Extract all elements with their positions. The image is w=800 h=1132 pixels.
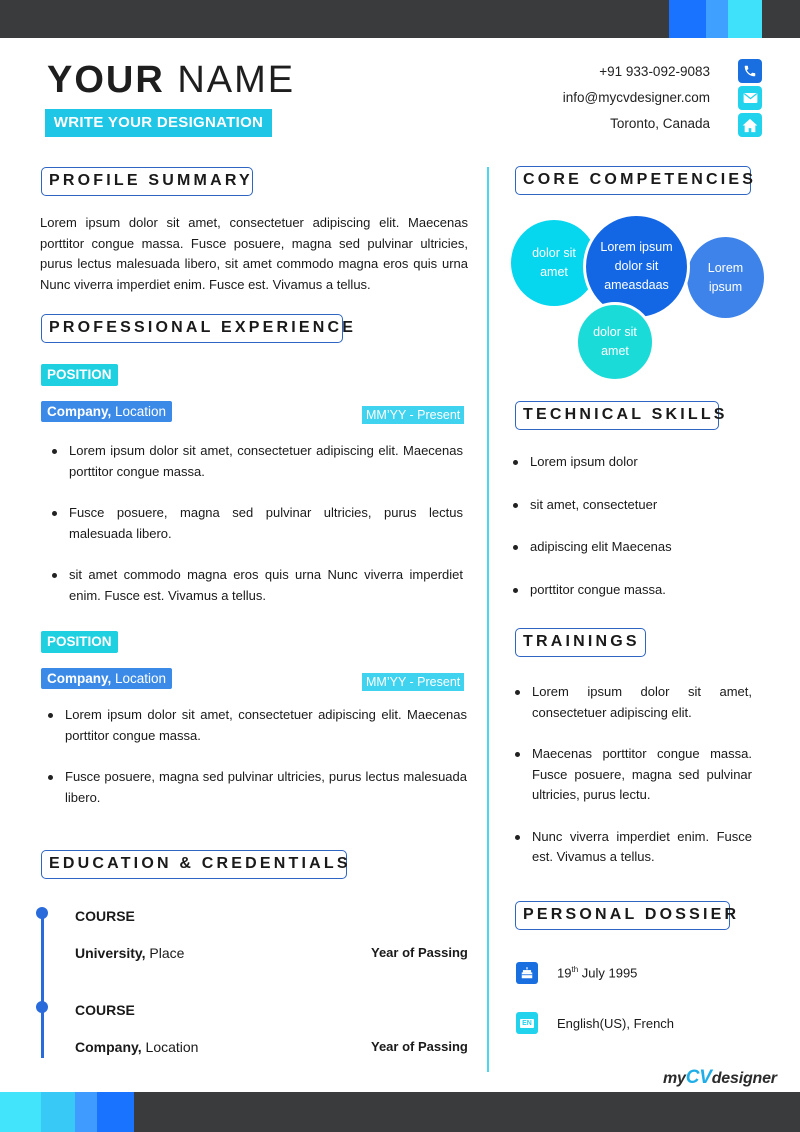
date-of-birth [557, 965, 637, 980]
trainings-list [532, 682, 752, 868]
top-bar-block [669, 0, 706, 38]
job-date: MM’YY - Present [362, 406, 464, 424]
phone-icon [738, 59, 762, 83]
list-item: Lorem ipsum dolor sit amet, consectetuer adipiscing elit. Maecenas porttitor congue massa. [69, 441, 463, 482]
competency-label: Lorem ipsum dolor sit ameasdaas [600, 240, 673, 292]
section-heading-education: EDUCATION & CREDENTIALS [41, 850, 347, 879]
name-last: NAME [177, 59, 296, 101]
list-item: sit amet, consectetuer [530, 495, 760, 516]
company-location: Location [111, 671, 167, 686]
education-year: Year of Passing [371, 945, 468, 960]
job-company [41, 401, 172, 422]
company-location: Location [111, 404, 167, 419]
education-institution [75, 1039, 198, 1055]
competency-label: dolor sit amet [593, 325, 637, 358]
mycvdesigner-logo [663, 1067, 777, 1089]
bottom-bar-block [75, 1092, 97, 1132]
education-course: COURSE [75, 1002, 135, 1018]
email-text: info@mycvdesigner.com [562, 90, 710, 105]
mail-icon [738, 86, 762, 110]
list-item: Fusce posuere, magna sed pulvinar ultricies, purus lectus malesuada libero. [65, 767, 467, 808]
top-bar-block [706, 0, 728, 38]
home-icon [738, 113, 762, 137]
bottom-bar-block [97, 1092, 134, 1132]
company-name: Company, [47, 404, 112, 419]
competency-label: Lorem ipsum [707, 260, 744, 294]
list-item: Lorem ipsum dolor sit amet, consectetuer adipiscing elit. [532, 682, 752, 723]
column-divider [487, 167, 489, 1072]
bottom-bar-block [0, 1092, 41, 1132]
education-course: COURSE [75, 908, 135, 924]
institution-place: Place [145, 945, 185, 961]
candidate-name [47, 60, 295, 100]
job-bullets [65, 705, 467, 808]
dob-day: 19 [557, 965, 572, 981]
list-item: Lorem ipsum dolor sit amet, consectetuer adipiscing elit. Maecenas porttitor congue massa. [65, 705, 467, 746]
section-heading-profile: PROFILE SUMMARY [41, 167, 253, 196]
job-position: POSITION [41, 364, 118, 386]
list-item: sit amet commodo magna eros quis urna Nunc viverra imperdiet enim. Fusce est. Vivamus a tellus. [69, 565, 463, 606]
list-item: Fusce posuere, magna sed pulvinar ultricies, purus lectus malesuada libero. [69, 503, 463, 544]
dob-rest: July 1995 [578, 965, 638, 981]
language-icon [516, 1012, 538, 1034]
list-item: Lorem ipsum dolor [530, 452, 760, 473]
language-icon-label: EN [522, 1019, 532, 1027]
timeline-dot [36, 907, 48, 919]
bottom-bar-block [41, 1092, 75, 1132]
location-text: Toronto, Canada [610, 116, 710, 131]
profile-summary-text: Lorem ipsum dolor sit amet, consectetuer adipiscing elit. Maecenas porttitor congue massa. Fusce posuere, magna sed pulvinar ultricies, purus lectus malesuada libero, sit amet commodo magna eros quis urna Nunc viverra imperdiet enim. Fusce est. Vivamus a tellus. [40, 215, 468, 292]
list-item: adipiscing elit Maecenas [530, 537, 760, 558]
name-first: YOUR [47, 59, 165, 101]
company-name: Company, [47, 671, 112, 686]
section-heading-trainings: TRAININGS [515, 628, 646, 657]
job-bullets [69, 441, 463, 606]
bottom-bar [0, 1092, 800, 1132]
institution-name: Company, [75, 1039, 142, 1055]
list-item: porttitor congue massa. [530, 580, 760, 601]
top-bar [0, 0, 800, 38]
education-year: Year of Passing [371, 1039, 468, 1054]
competency-label: dolor sit amet [532, 246, 576, 279]
section-heading-experience: PROFESSIONAL EXPERIENCE [41, 314, 343, 343]
timeline-dot [36, 1001, 48, 1013]
list-item: Nunc viverra imperdiet enim. Fusce est. Vivamus a tellus. [532, 827, 752, 868]
logo-pre: my [663, 1070, 686, 1087]
birthday-cake-icon [516, 962, 538, 984]
education-timeline [41, 913, 44, 1058]
competency-circle [684, 234, 767, 321]
section-heading-dossier: PERSONAL DOSSIER [515, 901, 730, 930]
institution-name: University, [75, 945, 146, 961]
logo-post: designer [711, 1070, 777, 1087]
job-position: POSITION [41, 631, 118, 653]
institution-place: Location [141, 1039, 199, 1055]
section-heading-competencies: CORE COMPETENCIES [515, 166, 751, 195]
job-date: MM’YY - Present [362, 673, 464, 691]
job-company [41, 668, 172, 689]
logo-cv: CV [685, 1067, 712, 1088]
list-item: Maecenas porttitor congue massa. Fusce posuere, magna sed pulvinar ultricies, purus lectu. [532, 744, 752, 806]
technical-skills-list [530, 452, 760, 600]
competency-circle [575, 302, 655, 382]
dob-suffix: th [571, 965, 579, 974]
languages-text: English(US), French [557, 1016, 675, 1031]
education-institution [75, 945, 184, 961]
top-bar-block [728, 0, 762, 38]
phone-text: +91 933-092-9083 [599, 64, 710, 79]
section-heading-technical: TECHNICAL SKILLS [515, 401, 719, 430]
designation-badge: WRITE YOUR DESIGNATION [45, 109, 272, 137]
